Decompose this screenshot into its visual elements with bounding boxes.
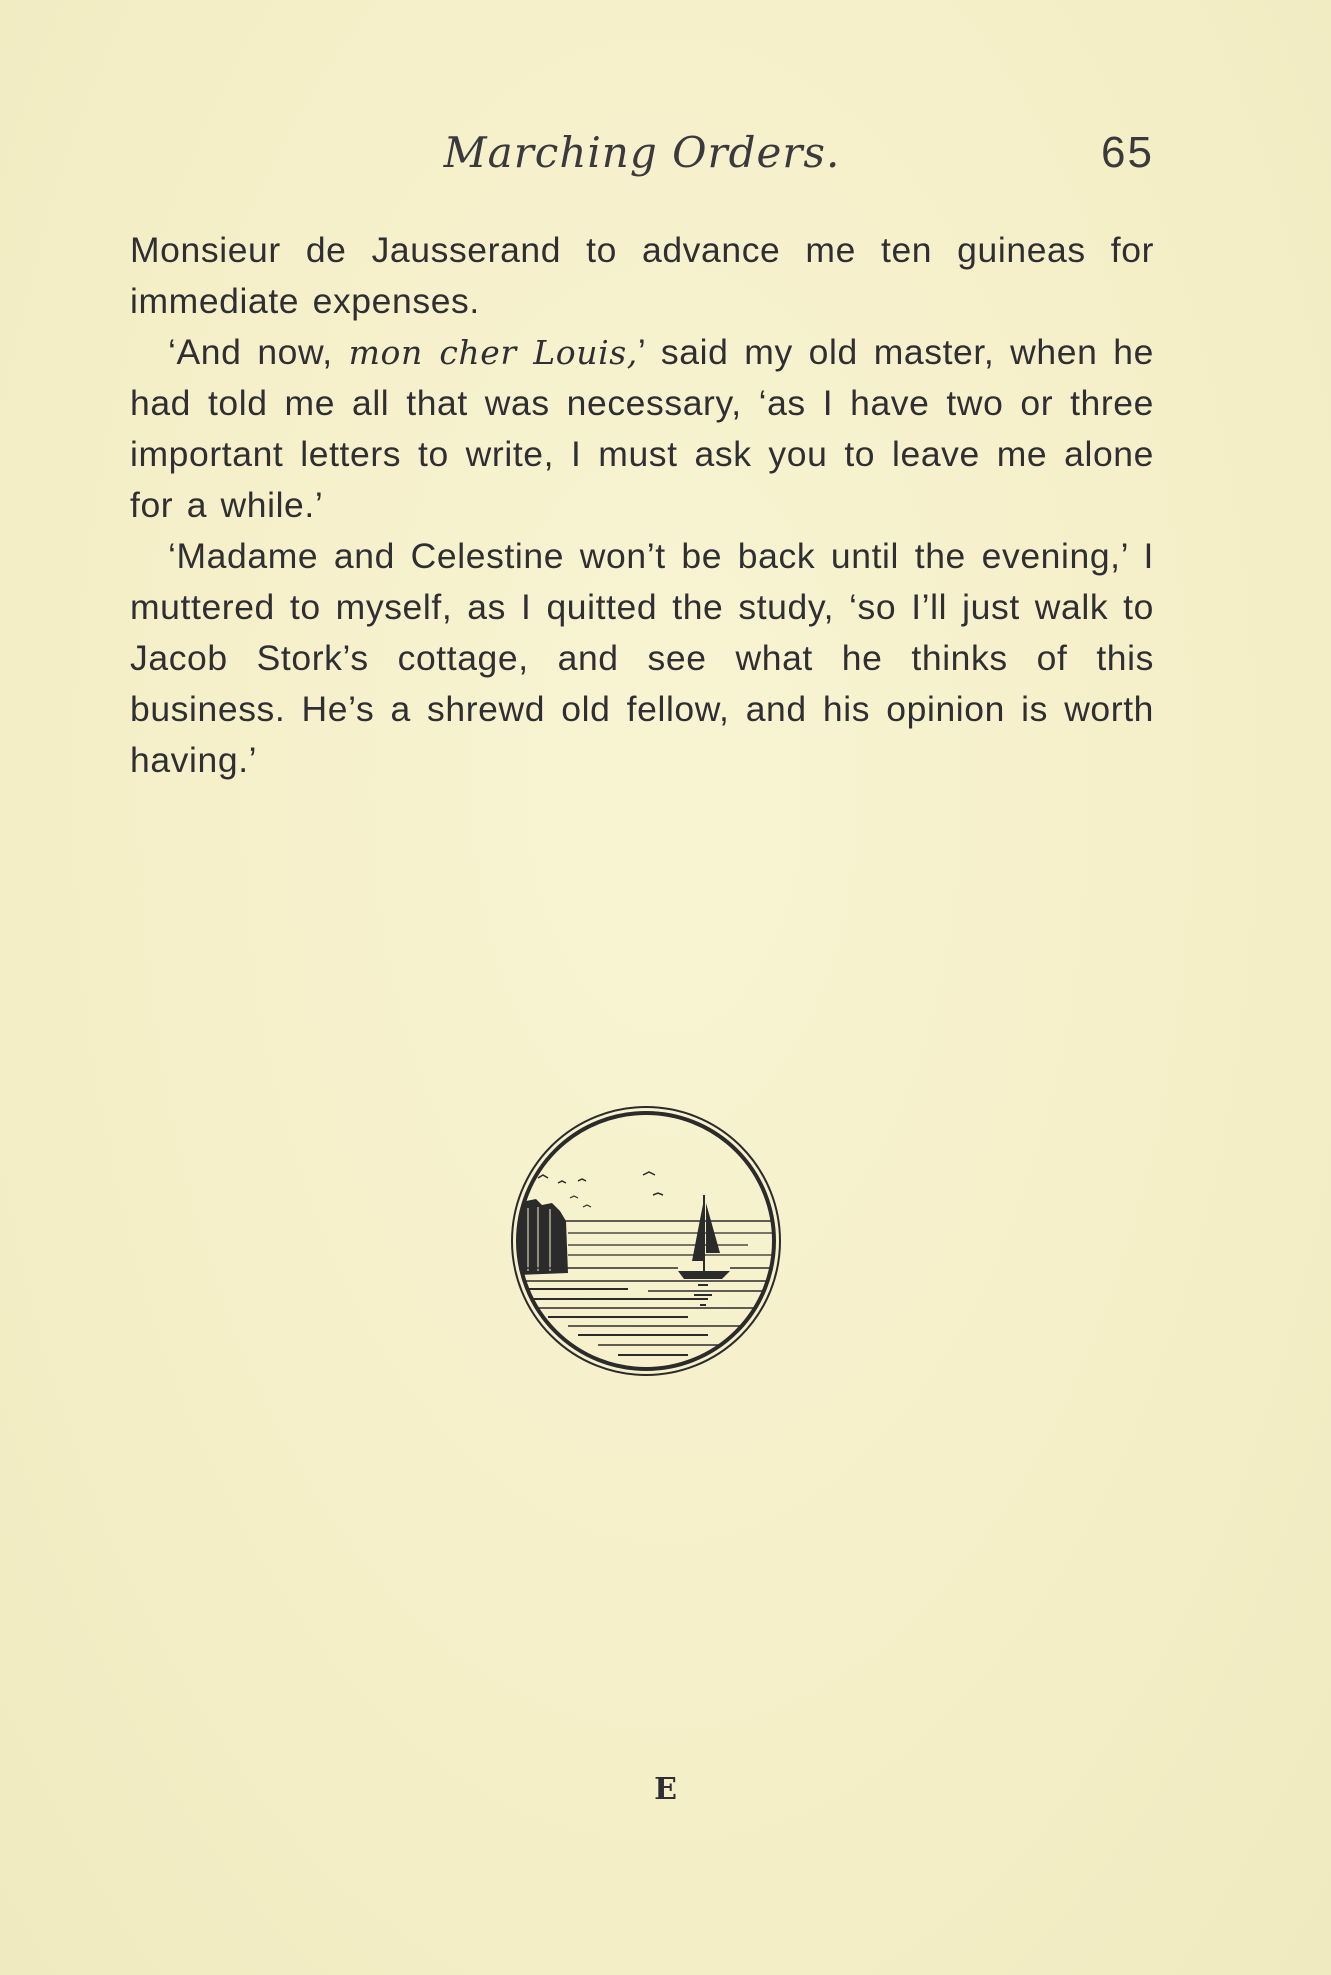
paragraph-2-before: ‘And now, [168,332,349,372]
paragraph-2-italic: mon cher Louis, [348,333,638,372]
paragraph-2 [130,327,1154,531]
body-text [130,225,1154,786]
running-title: Marching Orders. [443,128,841,177]
seascape-vignette [508,1103,784,1379]
running-head [130,128,1154,198]
signature-mark: E [654,1772,677,1807]
paragraph-3: ‘Madame and Celestine won’t be back until the evening,’ I muttered to myself, as I quitted the study, ‘so I’ll just walk to Jacob Stork’s cottage, and see what he thinks of this business. He’s a shrewd old fellow, and his opinion is worth having.’ [130,536,1154,780]
paragraph-1: Monsieur de Jausserand to advance me ten guineas for immediate expenses. [130,230,1154,321]
paragraph-2-after: ’ said my old master, when he had told me all that was necessary, ‘as I have two or three important letters to write, I must ask you to leave me alone for a while.’ [130,332,1154,525]
page-number: 65 [1101,128,1154,177]
